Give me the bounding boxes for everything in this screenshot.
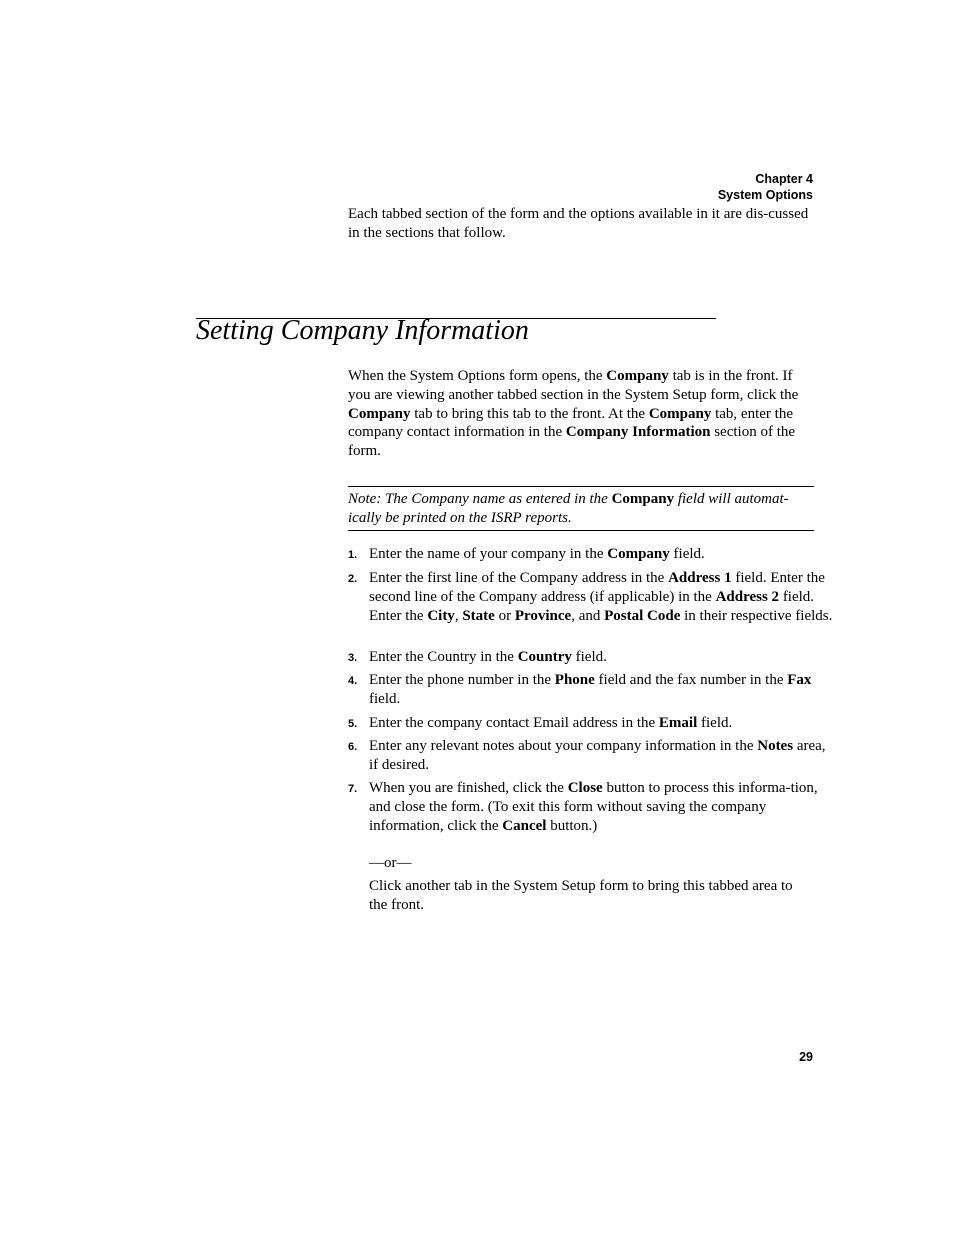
alternative-paragraph: Click another tab in the System Setup form to bring this tabbed area to the front. — [369, 878, 793, 913]
body-bold: Company — [348, 405, 411, 422]
list-item — [348, 737, 835, 775]
list-item — [348, 545, 835, 564]
page-title: Setting Company Information — [196, 315, 529, 346]
body-bold: Company — [606, 368, 669, 384]
note-text: field will automat-ically be printed on the ISRP reports. — [348, 491, 789, 526]
note-text: Note: The Company name as entered in the — [348, 491, 612, 507]
body-text: section of the form. — [348, 424, 796, 460]
note-box — [348, 486, 814, 531]
step-bold: Address 1 — [668, 570, 732, 586]
step-text: Enter the first line of the Company address in the — [369, 570, 669, 586]
list-item — [348, 714, 835, 733]
step-bold: Phone — [554, 672, 595, 688]
step-text: , — [454, 607, 463, 624]
step-number: 7. — [348, 783, 358, 795]
body-bold: Company — [648, 405, 712, 422]
step-text: or — [494, 607, 515, 624]
step-bold: Address 2 — [715, 588, 780, 605]
step-text: field. Enter the second line of the Company address (if applicable) in the — [369, 570, 825, 605]
intro-paragraph: Each tabbed section of the form and the options available in it are dis-cussed in the sections that follow. — [348, 206, 809, 241]
step-text: area, if desired. — [369, 738, 826, 773]
step-text: field. — [669, 546, 705, 562]
step-bold: Postal Code — [604, 607, 681, 624]
step-bold: Email — [658, 715, 698, 731]
step-text: button to process this informa-tion, and close the form. (To exit this form without saving the company information, click the — [369, 780, 818, 834]
step-text: Enter the Country in the — [369, 649, 518, 665]
step-number: 1. — [348, 549, 358, 561]
chapter-label: Chapter 4 — [755, 172, 813, 186]
step-number: 4. — [348, 675, 358, 687]
list-item — [348, 648, 835, 667]
step-number: 5. — [348, 718, 358, 730]
step-text: field. — [571, 649, 607, 665]
step-text: button.) — [546, 817, 598, 834]
step-text: field. — [369, 690, 401, 707]
step-text: field and the fax number in the — [594, 672, 788, 688]
step-number: 3. — [348, 652, 358, 664]
page-number: 29 — [799, 1050, 813, 1064]
list-item — [348, 779, 835, 835]
step-bold: State — [462, 607, 495, 624]
step-number: 6. — [348, 741, 358, 753]
or-separator: —or— — [369, 855, 412, 871]
body-text: tab is in the front. If you are viewing another tabbed section in the System Setup form, click the — [348, 368, 799, 403]
body-text: tab, enter the company contact information in the — [348, 405, 793, 441]
step-bold: Notes — [757, 738, 794, 754]
body-text: When the System Options form opens, the — [348, 368, 607, 384]
step-bold: Fax — [787, 672, 812, 688]
step-bold: Close — [567, 780, 603, 796]
list-item — [348, 671, 835, 709]
step-bold: Company — [607, 546, 670, 562]
step-bold: Cancel — [502, 817, 547, 834]
step-text: Enter any relevant notes about your company information in the — [369, 738, 758, 754]
note-bold: Company — [611, 491, 675, 507]
step-bold: Country — [517, 649, 572, 665]
step-bold: Province — [514, 607, 572, 624]
step-text: Enter the phone number in the — [369, 672, 555, 688]
step-text: Enter the name of your company in the — [369, 546, 608, 562]
step-text: in their respective fields. — [680, 607, 833, 624]
step-text: , and — [571, 607, 605, 624]
body-text: tab to bring this tab to the front. At the — [410, 405, 649, 422]
step-text: When you are finished, click the — [369, 780, 568, 796]
running-header — [718, 171, 813, 203]
step-text: Enter the company contact Email address in the — [369, 715, 659, 731]
section-label: System Options — [717, 188, 813, 202]
step-text: field. — [697, 715, 733, 731]
body-bold: Company Information — [565, 424, 711, 441]
step-bold: City — [427, 607, 455, 624]
body-paragraph — [348, 367, 814, 461]
step-text: field. Enter the — [369, 588, 815, 624]
step-number: 2. — [348, 573, 358, 585]
list-item — [348, 569, 835, 625]
